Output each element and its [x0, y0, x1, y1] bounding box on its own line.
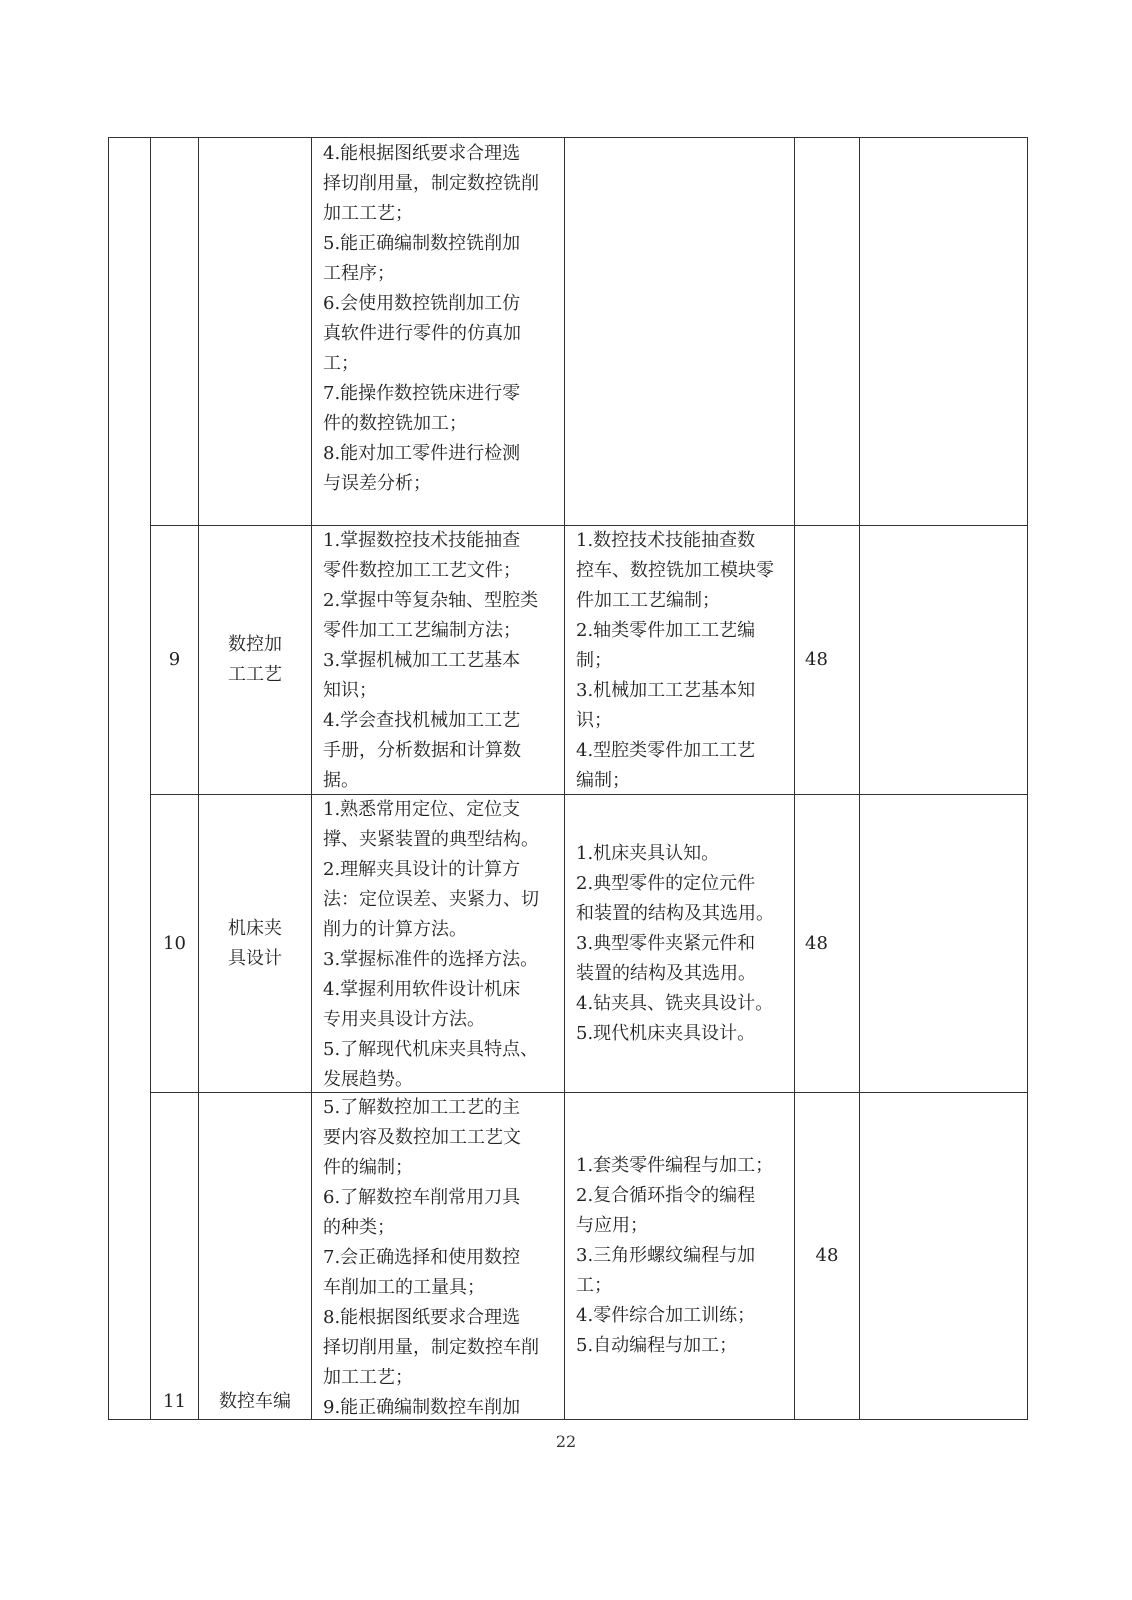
course-table	[108, 137, 1028, 1420]
row-number-cell: 11	[163, 1391, 186, 1412]
table-border-top	[108, 137, 1028, 138]
objectives-cell: 5.了解数控加工工艺的主 要内容及数控加工工艺文 件的编制； 6.了解数控车削常用刀具 的种类； 7.会正确选择和使用数控 车削加工的工量具； 8.能根据图纸要求合理选 择切削用量，制定数控车削 加工工艺； 9.能正确编制数控车削加	[323, 1097, 539, 1418]
course-name-cell: 数控加 工工艺	[228, 634, 282, 685]
row-number-cell: 9	[168, 649, 181, 670]
content-cell: 1.套类零件编程与加工； 2.复合循环指令的编程 与应用； 3.三角形螺纹编程与加 工； 4.零件综合加工训练； 5.自动编程与加工；	[576, 1155, 774, 1356]
table-border-right	[1027, 137, 1028, 1420]
hours-cell: 48	[805, 649, 828, 670]
hours-cell: 48	[805, 932, 828, 954]
objectives-cell: 1.熟悉常用定位、定位支 撑、夹紧装置的典型结构。 2.理解夹具设计的计算方 法：定位误差、夹紧力、切 削力的计算方法。 3.掌握标准件的选择方法。 4.掌握利用软件设计机床 专用夹具设计方法。 5.了解现代机床夹具特点、 发展趋势。	[323, 799, 539, 1090]
objectives-cell: 4.能根据图纸要求合理选 择切削用量，制定数控铣削 加工工艺； 5.能正确编制数控铣削加 工程序； 6.会使用数控铣削加工仿 真软件进行零件的仿真加 工； 7.能操作数控铣床进行零 件的数控铣加工； 8.能对加工零件进行检测 与误差分析；	[323, 143, 539, 494]
table-border-left	[108, 137, 109, 1420]
objectives-cell: 1.掌握数控技术技能抽查 零件数控加工工艺文件； 2.掌握中等复杂轴、型腔类 零件加工工艺编制方法； 3.掌握机械加工工艺基本 知识； 4.学会查找机械加工工艺 手册，分析数据和计算数 据。	[323, 530, 539, 791]
column-divider	[859, 137, 860, 1420]
course-name-cell: 机床夹 具设计	[228, 917, 282, 969]
content-cell: 1.数控技术技能抽查数 控车、数控铣加工模块零 件加工工艺编制； 2.轴类零件加工工艺编 制； 3.机械加工工艺基本知 识； 4.型腔类零件加工工艺 编制；	[576, 530, 774, 791]
course-name-cell: 数控车编	[219, 1391, 291, 1412]
table-border-bottom	[108, 1419, 1028, 1420]
content-cell: 1.机床夹具认知。 2.典型零件的定位元件 和装置的结构及其选用。 3.典型零件夹紧元件和 装置的结构及其选用。 4.钻夹具、铣夹具设计。 5.现代机床夹具设计。	[576, 842, 774, 1044]
hours-cell: 48	[815, 1245, 839, 1266]
row-number-cell: 10	[163, 932, 186, 954]
page-number: 22	[555, 1432, 577, 1451]
